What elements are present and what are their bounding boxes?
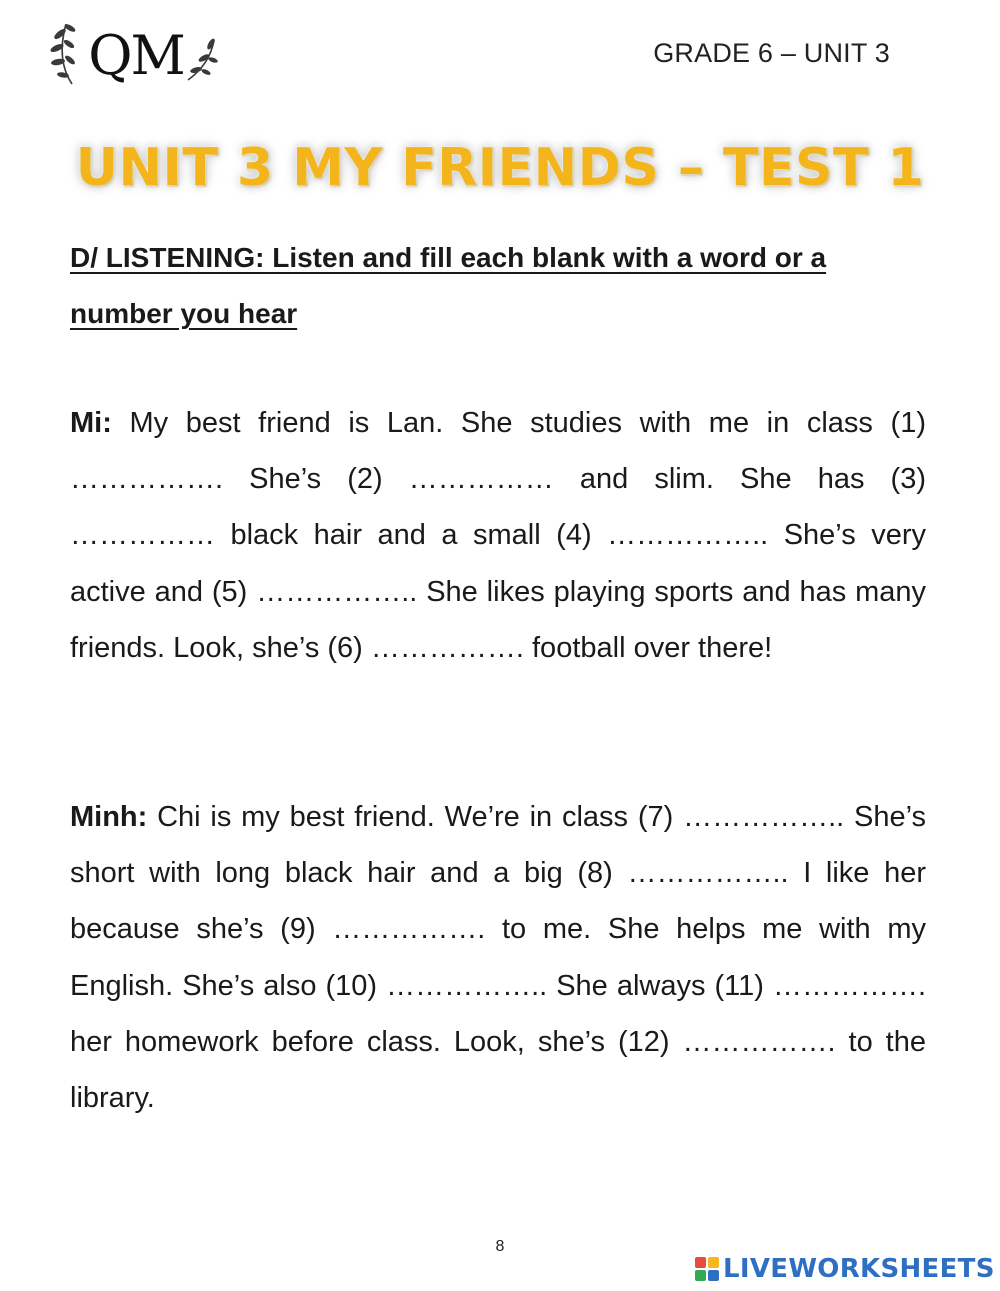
- section-instruction: D/ LISTENING: Listen and fill each blank with a word or a number you hear: [70, 242, 827, 329]
- leaf-wreath-left-icon: [49, 23, 76, 84]
- page-number: 8: [495, 1238, 505, 1255]
- grade-unit-label: GRADE 6 – UNIT 3: [653, 38, 890, 68]
- brand-square: [708, 1257, 719, 1268]
- passage-minh: [70, 789, 926, 1126]
- leaf-wreath-right-icon: [188, 38, 218, 80]
- speaker-label: Mi:: [70, 407, 112, 439]
- speaker-label: Minh:: [70, 801, 148, 833]
- passage-text: My best friend is Lan. She studies with me in class (1) ……………. She’s (2) …………… and slim. She has (3) …………… black hair and a small (4) …………….. She’s very active and (5) …………….. She likes playing sports and has many friends. Look, she’s (6) ……………. football over there!: [70, 407, 926, 664]
- brand-square: [695, 1257, 706, 1268]
- logo-letters: QM: [88, 24, 184, 87]
- qm-logo: [48, 14, 220, 92]
- brand-square: [708, 1270, 719, 1281]
- brand-squares-icon: [695, 1257, 719, 1281]
- liveworksheets-brand: [695, 1254, 995, 1284]
- passage-text: Chi is my best friend. We’re in class (7) …………….. She’s short with long black hair and a big (8) …………….. I like her because she’s (9) ……………. to me. She helps me with my English. She’s also (10) …………….. She always (11) ……………. her homework before class. Look, she’s (12) ……………. to the library.: [70, 801, 926, 1115]
- page-title: UNIT 3 MY FRIENDS – TEST 1: [75, 138, 925, 198]
- passage-mi: [70, 395, 926, 676]
- brand-square: [695, 1270, 706, 1281]
- brand-text: LIVEWORKSHEETS: [723, 1254, 995, 1284]
